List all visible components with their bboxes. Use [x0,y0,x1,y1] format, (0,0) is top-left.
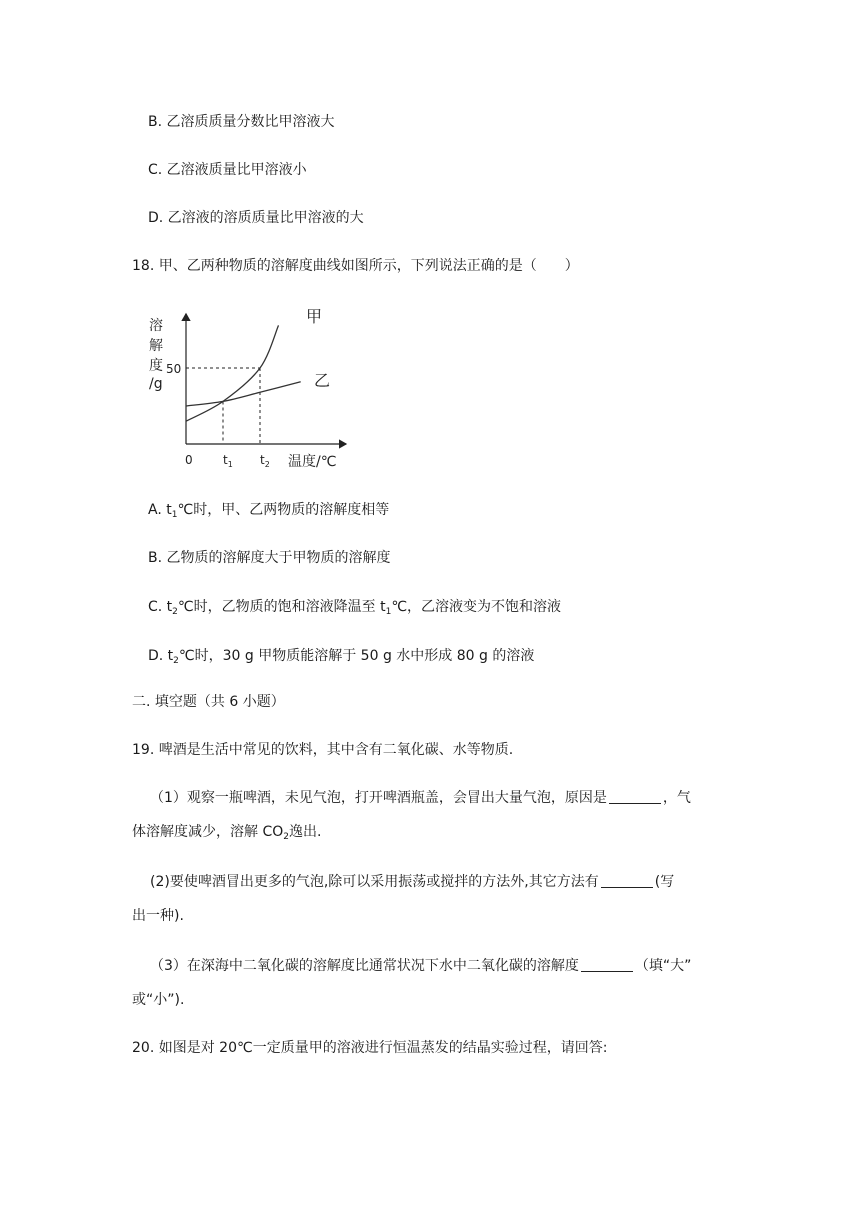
q19-part3-line2: 或“小”). [132,992,185,1008]
option-d: D. 乙溶液的溶质质量比甲溶液的大 [148,210,364,226]
q18-option-a: A. $t_1℃$时，甲、乙两物质的溶解度相等 [148,502,390,520]
q19-part3-line1: （3）在深海中二氧化碳的溶解度比通常状况下水中二氧化碳的溶解度 （填“大” [150,958,692,974]
answer-blank-3[interactable] [581,957,633,972]
solubility-chart [140,300,380,470]
answer-blank-2[interactable] [601,873,653,888]
y-label-1: 溶 [149,318,163,334]
series-label-yi: 乙 [314,371,331,390]
series-label-jia: 甲 [306,307,323,326]
q18-option-d: D. $t_2℃$时，30 g 甲物质能溶解于 50 g 水中形成 80 g 的溶液 [148,648,535,666]
curve-jia [186,325,279,421]
q18-option-b: B. 乙物质的溶解度大于甲物质的溶解度 [148,550,391,566]
y-label-4: /g [149,376,163,392]
section-title: 二. 填空题（共 6 小题） [132,694,285,710]
answer-blank-1[interactable] [609,789,661,804]
option-b: B. 乙溶质质量分数比甲溶液大 [148,114,335,130]
question-19-stem: 19. 啤酒是生活中常见的饮料，其中含有二氧化碳、水等物质. [132,742,514,758]
question-20-stem: 20. 如图是对 20℃一定质量甲的溶液进行恒温蒸发的结晶实验过程，请回答: [132,1040,608,1056]
y-label-2: 解 [149,338,163,354]
option-c: C. 乙溶液质量比甲溶液小 [148,162,307,178]
x-tick-t1: $t_1$ [223,453,233,469]
question-18-stem: 18. 甲、乙两种物质的溶解度曲线如图所示，下列说法正确的是（ ） [132,258,579,274]
q19-part1-line1: （1）观察一瓶啤酒，未见气泡，打开啤酒瓶盖，会冒出大量气泡，原因是 ，气 [150,790,691,806]
x-axis-label: 温度/℃ [288,454,337,470]
q19-part2-line1: (2)要使啤酒冒出更多的气泡,除可以采用振荡或搅拌的方法外,其它方法有 (写 [150,874,675,890]
y-tick-50: 50 [166,362,182,376]
q18-option-c: C. $t_2℃$时，乙物质的饱和溶液降温至 $t_1℃$，乙溶液变为不饱和溶液 [148,599,562,617]
origin-label: 0 [185,453,193,467]
y-label-3: 度 [149,358,163,374]
q19-part1-line2: 体溶解度减少，溶解 $CO_2$逸出. [132,824,322,842]
q19-part2-line2: 出一种). [132,908,184,924]
x-tick-t2: $t_2$ [260,453,270,469]
